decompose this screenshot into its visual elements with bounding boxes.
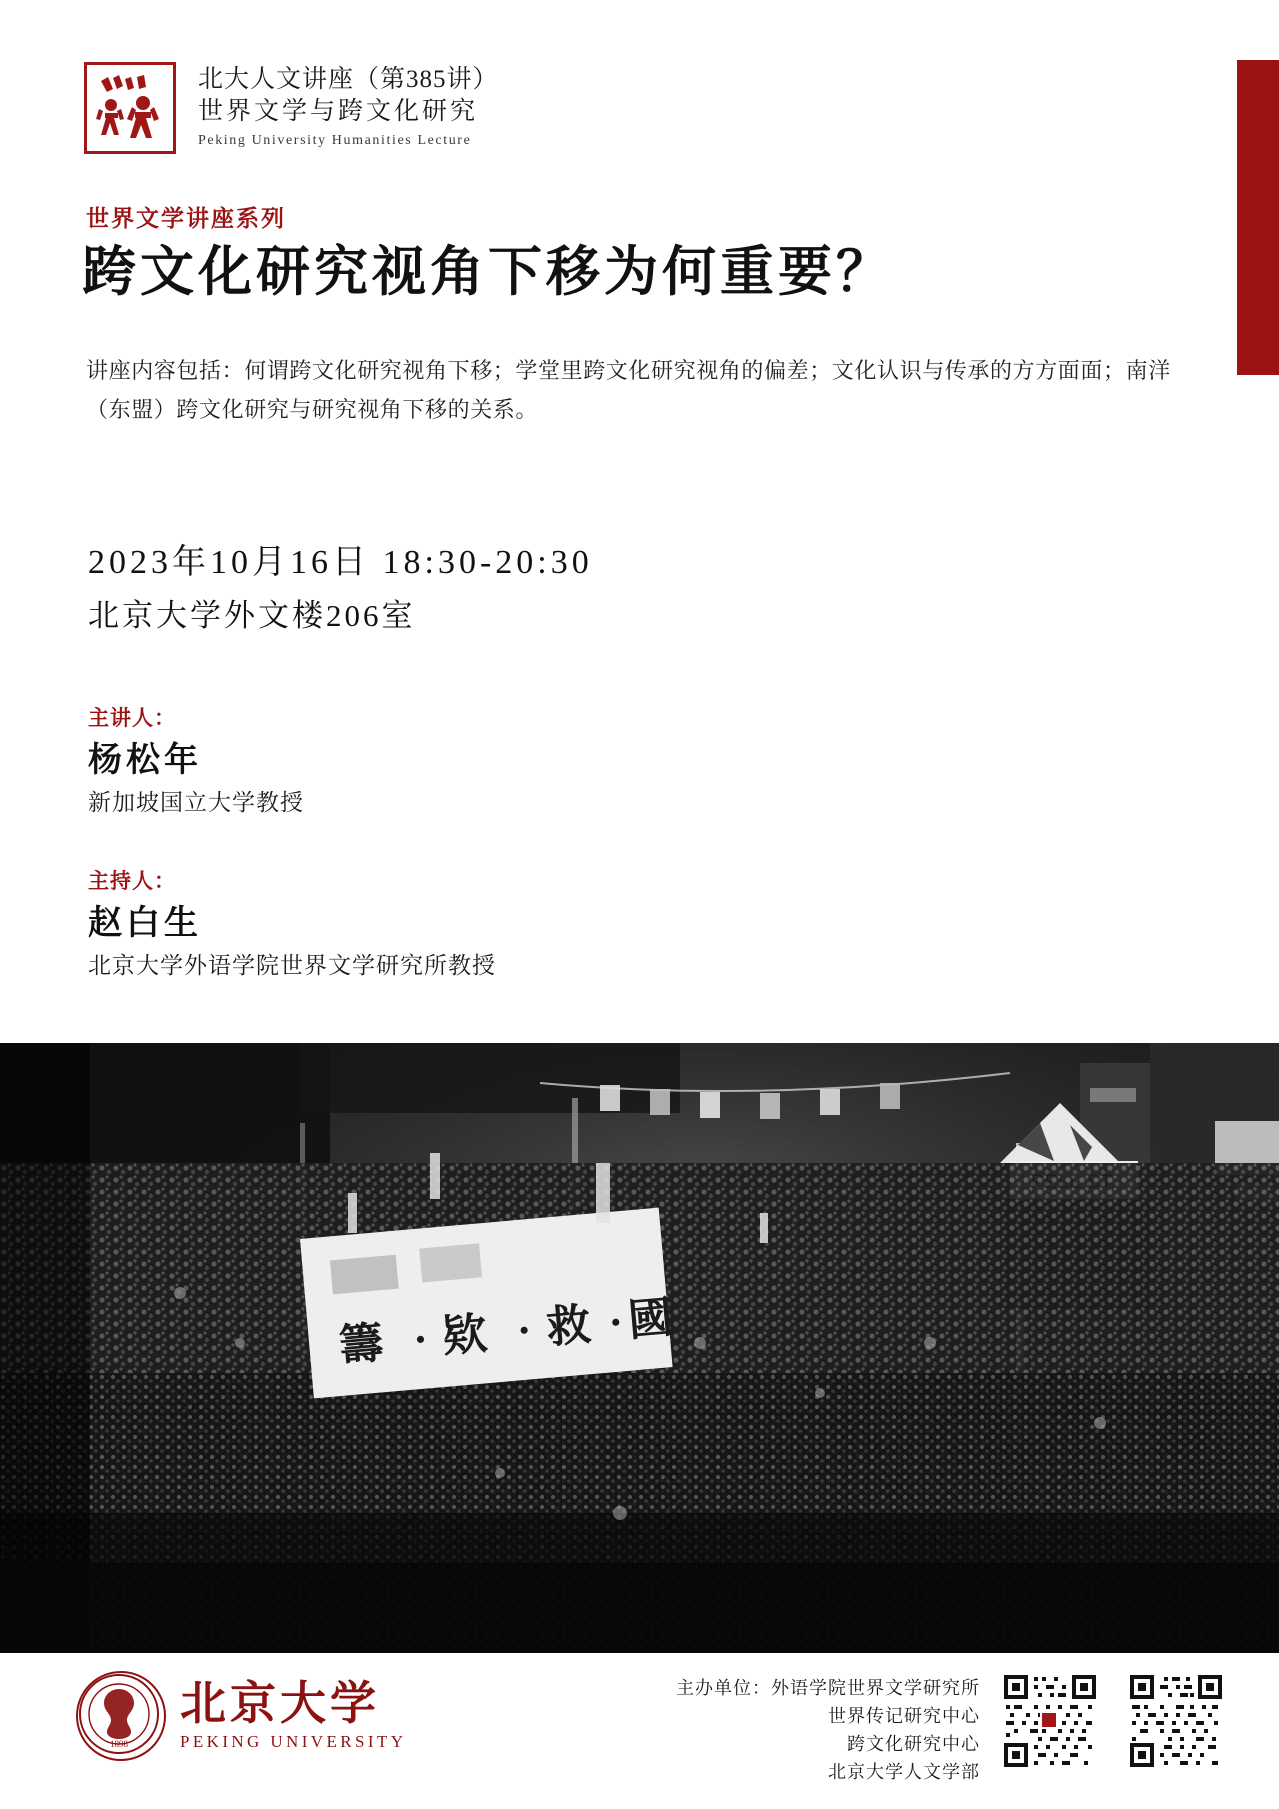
organizers-block (600, 1675, 980, 1787)
svg-text:·: · (606, 1297, 626, 1348)
svg-text:·: · (514, 1305, 534, 1356)
organizers-line-1 (600, 1675, 980, 1703)
host-entry (88, 865, 988, 980)
pku-name-en: PEKING UNIVERSITY (180, 1732, 407, 1752)
lecture-datetime: 2023年10月16日 18:30-20:30 (88, 544, 593, 581)
lecture-series-english: Peking University Humanities Lecture (198, 133, 472, 148)
organizer-item: 外语学院世界文学研究所 (771, 1678, 980, 1698)
historical-photo (0, 1043, 1279, 1653)
svg-text:1898: 1898 (110, 1739, 128, 1749)
svg-text:救: 救 (544, 1300, 593, 1353)
header-text-block (198, 62, 499, 149)
page-title: 跨文化研究视角下移为何重要？ (82, 242, 894, 302)
lecture-venue: 北京大学外文楼206室 (88, 598, 416, 633)
svg-text:籌: 籌 (337, 1318, 386, 1371)
decorative-red-bar-right (1237, 60, 1279, 375)
pku-logo (76, 1671, 406, 1761)
organizers-label: 主办单位： (676, 1678, 771, 1698)
qr-code-icon[interactable] (1000, 1671, 1100, 1771)
pku-wordmark (180, 1677, 407, 1752)
host-role-label: 主持人： (88, 869, 176, 894)
organizer-item: 跨文化研究中心 (847, 1733, 980, 1754)
lecture-abstract: 讲座内容包括：何谓跨文化研究视角下移；学堂里跨文化研究视角的偏差；文化认识与传承的方方面面；南洋（东盟）跨文化研究与研究视角下移的关系。 (86, 358, 1171, 422)
svg-text:欵: 欵 (440, 1309, 490, 1362)
svg-text:·: · (411, 1314, 431, 1365)
seal-stamp-icon (84, 62, 176, 154)
pku-seal-icon (76, 1671, 166, 1761)
pku-name-cn: 北京大学 (180, 1677, 380, 1729)
host-name: 赵白生 (88, 905, 202, 943)
speaker-role-label: 主讲人： (88, 706, 176, 730)
lecture-series-theme: 世界文学与跨文化研究 (198, 98, 479, 125)
speaker-entry (88, 702, 988, 817)
organizer-item: 世界传记研究中心 (828, 1705, 980, 1726)
organizer-item: 北京大学人文学部 (828, 1761, 980, 1782)
speaker-affiliation: 新加坡国立大学教授 (88, 789, 304, 815)
poster-footer (0, 1653, 1279, 1809)
host-affiliation: 北京大学外语学院世界文学研究所教授 (88, 952, 496, 978)
people-block (88, 702, 988, 981)
svg-text:國: 國 (626, 1292, 675, 1346)
poster-header (84, 62, 499, 154)
qr-code-group (1000, 1671, 1226, 1771)
speaker-name: 杨松年 (88, 742, 202, 779)
qr-code-icon[interactable] (1126, 1671, 1226, 1771)
lecture-series-number: 北大人文讲座（第385讲） (198, 66, 499, 93)
series-label: 世界文学讲座系列 (86, 206, 286, 231)
people-spacer (88, 817, 988, 865)
